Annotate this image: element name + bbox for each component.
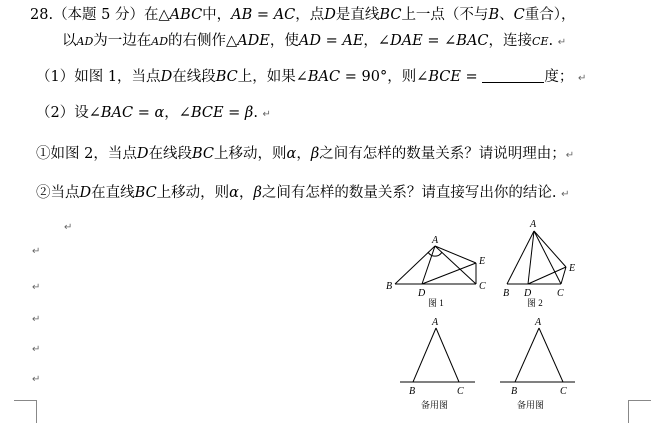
figure-1-caption: 图 1 <box>428 298 444 308</box>
beta: β <box>244 105 254 121</box>
paragraph-mark: ↵ <box>32 344 41 355</box>
label-d: D <box>524 288 532 299</box>
paragraph-mark: ↵ <box>32 246 41 257</box>
seg-ae: AE <box>342 33 364 49</box>
line-bc: BC <box>134 185 157 201</box>
point-d: D <box>160 69 173 85</box>
angle-bce: BCE <box>428 69 461 85</box>
paragraph-mark: ↵ <box>64 222 73 233</box>
text: ，使 <box>269 33 299 49</box>
text: = 90°，则∠ <box>340 69 429 85</box>
text: （1）如图 1，当点 <box>36 69 161 85</box>
text: = ∠ <box>422 33 457 49</box>
text: 、 <box>499 7 514 23</box>
text: ②当点 <box>36 185 80 201</box>
text: ，连接 <box>488 33 533 49</box>
label-c: C <box>557 288 564 299</box>
label-d: D <box>418 288 426 299</box>
angle-bac: BAC <box>307 69 341 85</box>
label-e: E <box>569 263 576 274</box>
point-d: D <box>79 185 92 201</box>
text: 在直线 <box>91 185 135 201</box>
spare-2-caption: 备用图 <box>517 400 545 410</box>
figure-2 <box>503 219 575 308</box>
text: 为一边在 <box>93 33 152 49</box>
angle-bac: BAC <box>456 33 489 49</box>
alpha: α <box>154 105 165 121</box>
label-b: B <box>503 288 510 299</box>
label-a: A <box>535 317 542 328</box>
triangle-ade: ADE <box>237 33 270 49</box>
seg-ac: AC <box>273 7 296 23</box>
text: = <box>320 33 343 49</box>
text: 在线段 <box>148 146 192 162</box>
text: . <box>548 33 554 49</box>
spare-figure-1 <box>400 317 475 410</box>
angle-bce: BCE <box>190 105 224 121</box>
figure-1 <box>386 235 486 308</box>
text: ，∠ <box>363 33 391 49</box>
label-c: C <box>479 281 486 292</box>
label-b: B <box>409 386 416 397</box>
text: 之间有怎样的数量关系？请直接写出你的结论. <box>261 185 557 201</box>
text: = <box>460 69 483 85</box>
point-d: D <box>324 7 336 23</box>
seg-bc: BC <box>191 146 215 162</box>
seg-ab: AB <box>231 7 253 23</box>
text: . <box>253 105 258 121</box>
problem-header: （本题 5 分）在△ <box>53 7 170 23</box>
seg-ad: AD <box>151 35 169 48</box>
paragraph-mark: ↵ <box>32 374 41 385</box>
beta: β <box>310 146 320 162</box>
seg-bc: BC <box>215 69 238 85</box>
paragraph-mark: ↵ <box>561 189 570 200</box>
figure-2-caption: 图 2 <box>527 298 543 308</box>
label-c: C <box>457 386 464 397</box>
beta: β <box>253 185 262 201</box>
spare-figure-2 <box>500 317 575 410</box>
text: = <box>133 105 155 121</box>
text: 是直线 <box>335 7 380 23</box>
text: ，点 <box>295 7 325 23</box>
spare-1-caption: 备用图 <box>421 400 449 410</box>
text: 中， <box>202 7 232 23</box>
label-e: E <box>479 256 486 267</box>
paragraph-mark: ↵ <box>262 109 271 120</box>
label-a: A <box>530 219 537 230</box>
paragraph-mark: ↵ <box>577 73 587 84</box>
text: 上移动，则 <box>156 185 230 201</box>
text: ①如图 2，当点 <box>36 146 137 162</box>
label-c: C <box>560 386 567 397</box>
text: = <box>252 7 274 23</box>
text: ， <box>238 185 254 201</box>
point-c: C <box>513 7 525 23</box>
problem-number: 28. <box>30 7 54 23</box>
line-bc: BC <box>379 7 402 23</box>
label-b: B <box>386 281 393 292</box>
angle-bac: BAC <box>100 105 134 121</box>
text: 上移动，则 <box>214 146 287 162</box>
alpha: α <box>286 146 297 162</box>
text: 上，如果∠ <box>237 69 308 85</box>
text: 重合）， <box>524 7 576 23</box>
text: ， <box>296 146 311 162</box>
triangle-abc: ABC <box>169 7 203 23</box>
point-b: B <box>488 7 500 23</box>
label-b: B <box>511 386 518 397</box>
alpha: α <box>229 185 239 201</box>
seg-ad: AD <box>298 33 321 49</box>
paragraph-mark: ↵ <box>557 37 567 48</box>
paragraph-mark: ↵ <box>565 150 575 161</box>
text: 的右侧作△ <box>168 33 238 49</box>
text: 之间有怎样的数量关系？请说明理由； <box>319 146 566 162</box>
seg-ad: AD <box>76 35 94 48</box>
text: = <box>223 105 245 121</box>
paragraph-mark: ↵ <box>32 282 41 293</box>
text: （2）设∠ <box>36 105 101 121</box>
paragraph-mark: ↵ <box>32 314 41 325</box>
text: ，∠ <box>164 105 191 121</box>
label-a: A <box>432 235 439 246</box>
text: 度； <box>544 69 574 85</box>
point-d: D <box>136 146 149 162</box>
text: 以 <box>62 33 77 49</box>
text: 上一点（不与 <box>401 7 489 23</box>
label-a: A <box>432 317 439 328</box>
text: 在线段 <box>172 69 216 85</box>
angle-dae: DAE <box>390 33 423 49</box>
seg-ce: CE <box>532 35 549 48</box>
